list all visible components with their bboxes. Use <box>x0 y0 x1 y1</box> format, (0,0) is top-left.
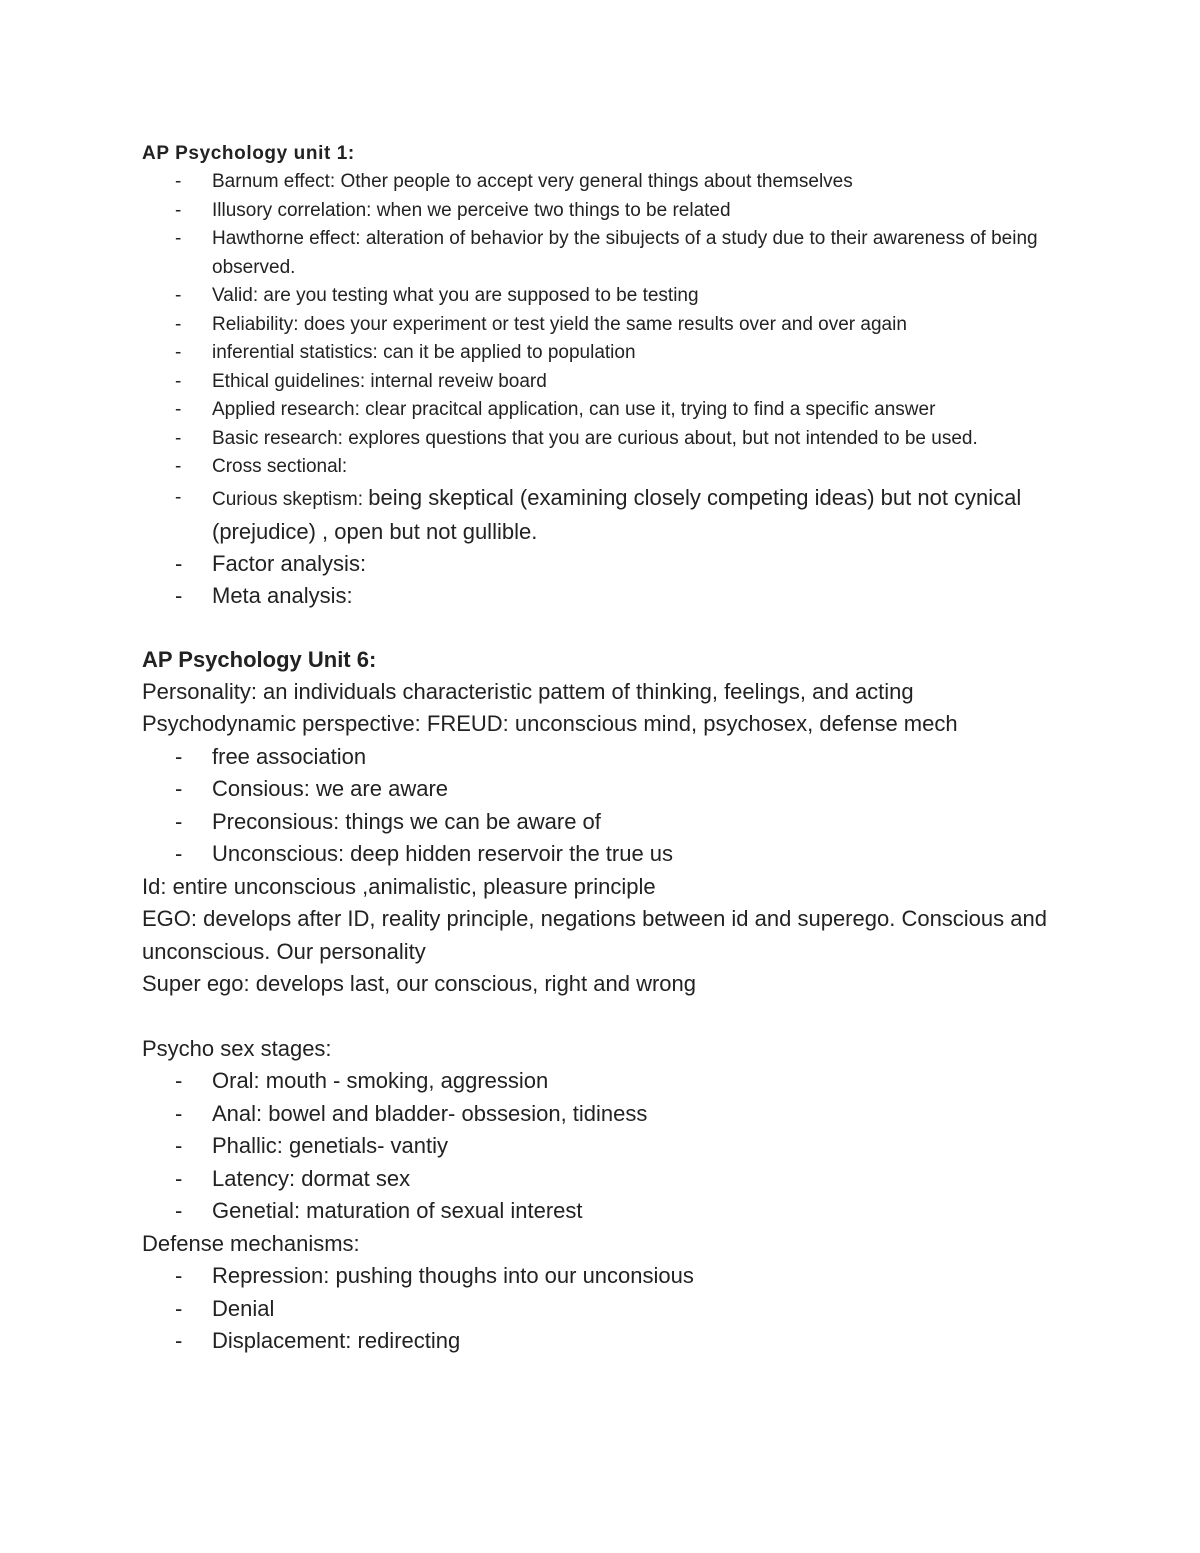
personality-definition: Personality: an individuals characteristic pattem of thinking, feelings, and acting <box>142 678 914 704</box>
list-item-text: Phallic: genetials- vantiy <box>212 1133 449 1158</box>
bullet-dash: - <box>175 1263 183 1288</box>
bullet-dash: - <box>175 841 183 866</box>
list-item-text: being skeptical (examining closely competing ideas) but not cynical (prejudice) , open but not gullible. <box>212 484 1022 544</box>
ego-definition: EGO: develops after ID, reality principle, negations between id and superego. Conscious and unconscious. Our personality <box>142 906 1047 964</box>
id-definition: Id: entire unconscious ,animalistic, pleasure principle <box>142 873 656 899</box>
list-item <box>142 396 1062 425</box>
bullet-dash: - <box>175 199 182 221</box>
list-item-text: Repression: pushing thoughs into our unconsious <box>212 1263 694 1288</box>
bullet-dash: - <box>175 743 183 769</box>
bullet-dash: - <box>175 399 182 420</box>
section-gap <box>142 1001 1062 1033</box>
list-item <box>142 741 1062 774</box>
list-item <box>142 197 1062 226</box>
list-item <box>142 425 1062 454</box>
list-item <box>142 168 1062 197</box>
bullet-dash: - <box>175 313 182 335</box>
unit1-list <box>142 168 1062 612</box>
list-item <box>142 1195 1062 1228</box>
list-item <box>142 838 1062 871</box>
bullet-dash: - <box>175 1133 183 1158</box>
list-item-text: Hawthorne effect: alteration of behavior by the sibujects of a study due to their awareness of being observed. <box>212 228 1038 278</box>
list-item-text: Cross sectional: <box>212 456 348 477</box>
bullet-dash: - <box>175 285 182 306</box>
bullet-dash: - <box>175 1328 183 1353</box>
list-item-text: Oral: mouth - smoking, aggression <box>212 1068 549 1093</box>
document-body <box>142 140 1062 1358</box>
bullet-dash: - <box>175 1100 183 1126</box>
freud-list <box>142 741 1062 871</box>
list-item-text: Displacement: redirecting <box>212 1328 461 1353</box>
list-item <box>142 1065 1062 1098</box>
unit6-heading: AP Psychology Unit 6: <box>142 646 377 672</box>
defense-list <box>142 1260 1062 1358</box>
bullet-dash: - <box>175 550 183 576</box>
bullet-dash: - <box>175 456 182 477</box>
list-item <box>142 282 1062 311</box>
defense-heading: Defense mechanisms: <box>142 1230 360 1256</box>
list-item-text: Genetial: maturation of sexual interest <box>212 1198 583 1223</box>
bullet-dash: - <box>175 486 182 508</box>
stages-list <box>142 1065 1062 1228</box>
list-item <box>142 580 1062 612</box>
list-item <box>142 1098 1062 1131</box>
bullet-dash: - <box>175 1068 183 1093</box>
list-item-text: Meta analysis: <box>212 582 353 608</box>
list-item-text: inferential statistics: can it be applied to population <box>212 342 636 363</box>
list-item-text: Unconscious: deep hidden reservoir the true us <box>212 841 674 866</box>
bullet-dash: - <box>175 776 183 801</box>
bullet-dash: - <box>175 228 182 249</box>
list-item <box>142 1325 1062 1358</box>
list-item <box>142 1130 1062 1163</box>
list-item-text: free association <box>212 743 367 769</box>
list-item <box>142 1293 1062 1326</box>
list-item-text: Basic research: explores questions that you are curious about, but not intended to be used. <box>212 427 978 449</box>
list-item-text: Reliability: does your experiment or test yield the same results over and over again <box>212 313 907 335</box>
list-item <box>142 368 1062 397</box>
list-item-text: Latency: dormat sex <box>212 1165 411 1191</box>
bullet-dash: - <box>175 1165 183 1191</box>
bullet-dash: - <box>175 427 182 449</box>
bullet-dash: - <box>175 1198 183 1223</box>
bullet-dash: - <box>175 342 182 363</box>
stages-heading: Psycho sex stages: <box>142 1035 332 1061</box>
bullet-dash: - <box>175 582 183 608</box>
list-item-text: Barnum effect: Other people to accept very general things about themselves <box>212 171 853 192</box>
list-item <box>142 339 1062 368</box>
list-item-lead: Curious skeptism: <box>212 488 369 510</box>
psychodynamic-line: Psychodynamic perspective: FREUD: unconscious mind, psychosex, defense mech <box>142 711 958 736</box>
bullet-dash: - <box>175 171 182 192</box>
list-item <box>142 1260 1062 1293</box>
list-item <box>142 806 1062 839</box>
list-item-text: Denial <box>212 1295 275 1321</box>
list-item-text: Anal: bowel and bladder- obssesion, tidiness <box>212 1100 648 1126</box>
list-item <box>142 1163 1062 1196</box>
section-gap <box>142 612 1062 644</box>
unit1-heading: AP Psychology unit 1: <box>142 143 355 164</box>
list-item <box>142 225 1062 282</box>
list-item-text: Factor analysis: <box>212 550 367 576</box>
list-item-text: Valid: are you testing what you are supposed to be testing <box>212 285 699 306</box>
list-item <box>142 482 1062 548</box>
list-item-text: Ethical guidelines: internal reveiw board <box>212 370 547 392</box>
list-item <box>142 548 1062 580</box>
list-item <box>142 453 1062 482</box>
list-item-text: Applied research: clear pracitcal application, can use it, trying to find a specific answer <box>212 399 936 420</box>
list-item <box>142 773 1062 806</box>
list-item <box>142 311 1062 340</box>
list-item-text: Preconsious: things we can be aware of <box>212 808 601 834</box>
superego-definition: Super ego: develops last, our conscious, right and wrong <box>142 971 696 996</box>
list-item-text: Consious: we are aware <box>212 776 449 801</box>
list-item-text: Illusory correlation: when we perceive two things to be related <box>212 199 731 221</box>
bullet-dash: - <box>175 370 182 392</box>
bullet-dash: - <box>175 1295 183 1321</box>
bullet-dash: - <box>175 808 183 834</box>
